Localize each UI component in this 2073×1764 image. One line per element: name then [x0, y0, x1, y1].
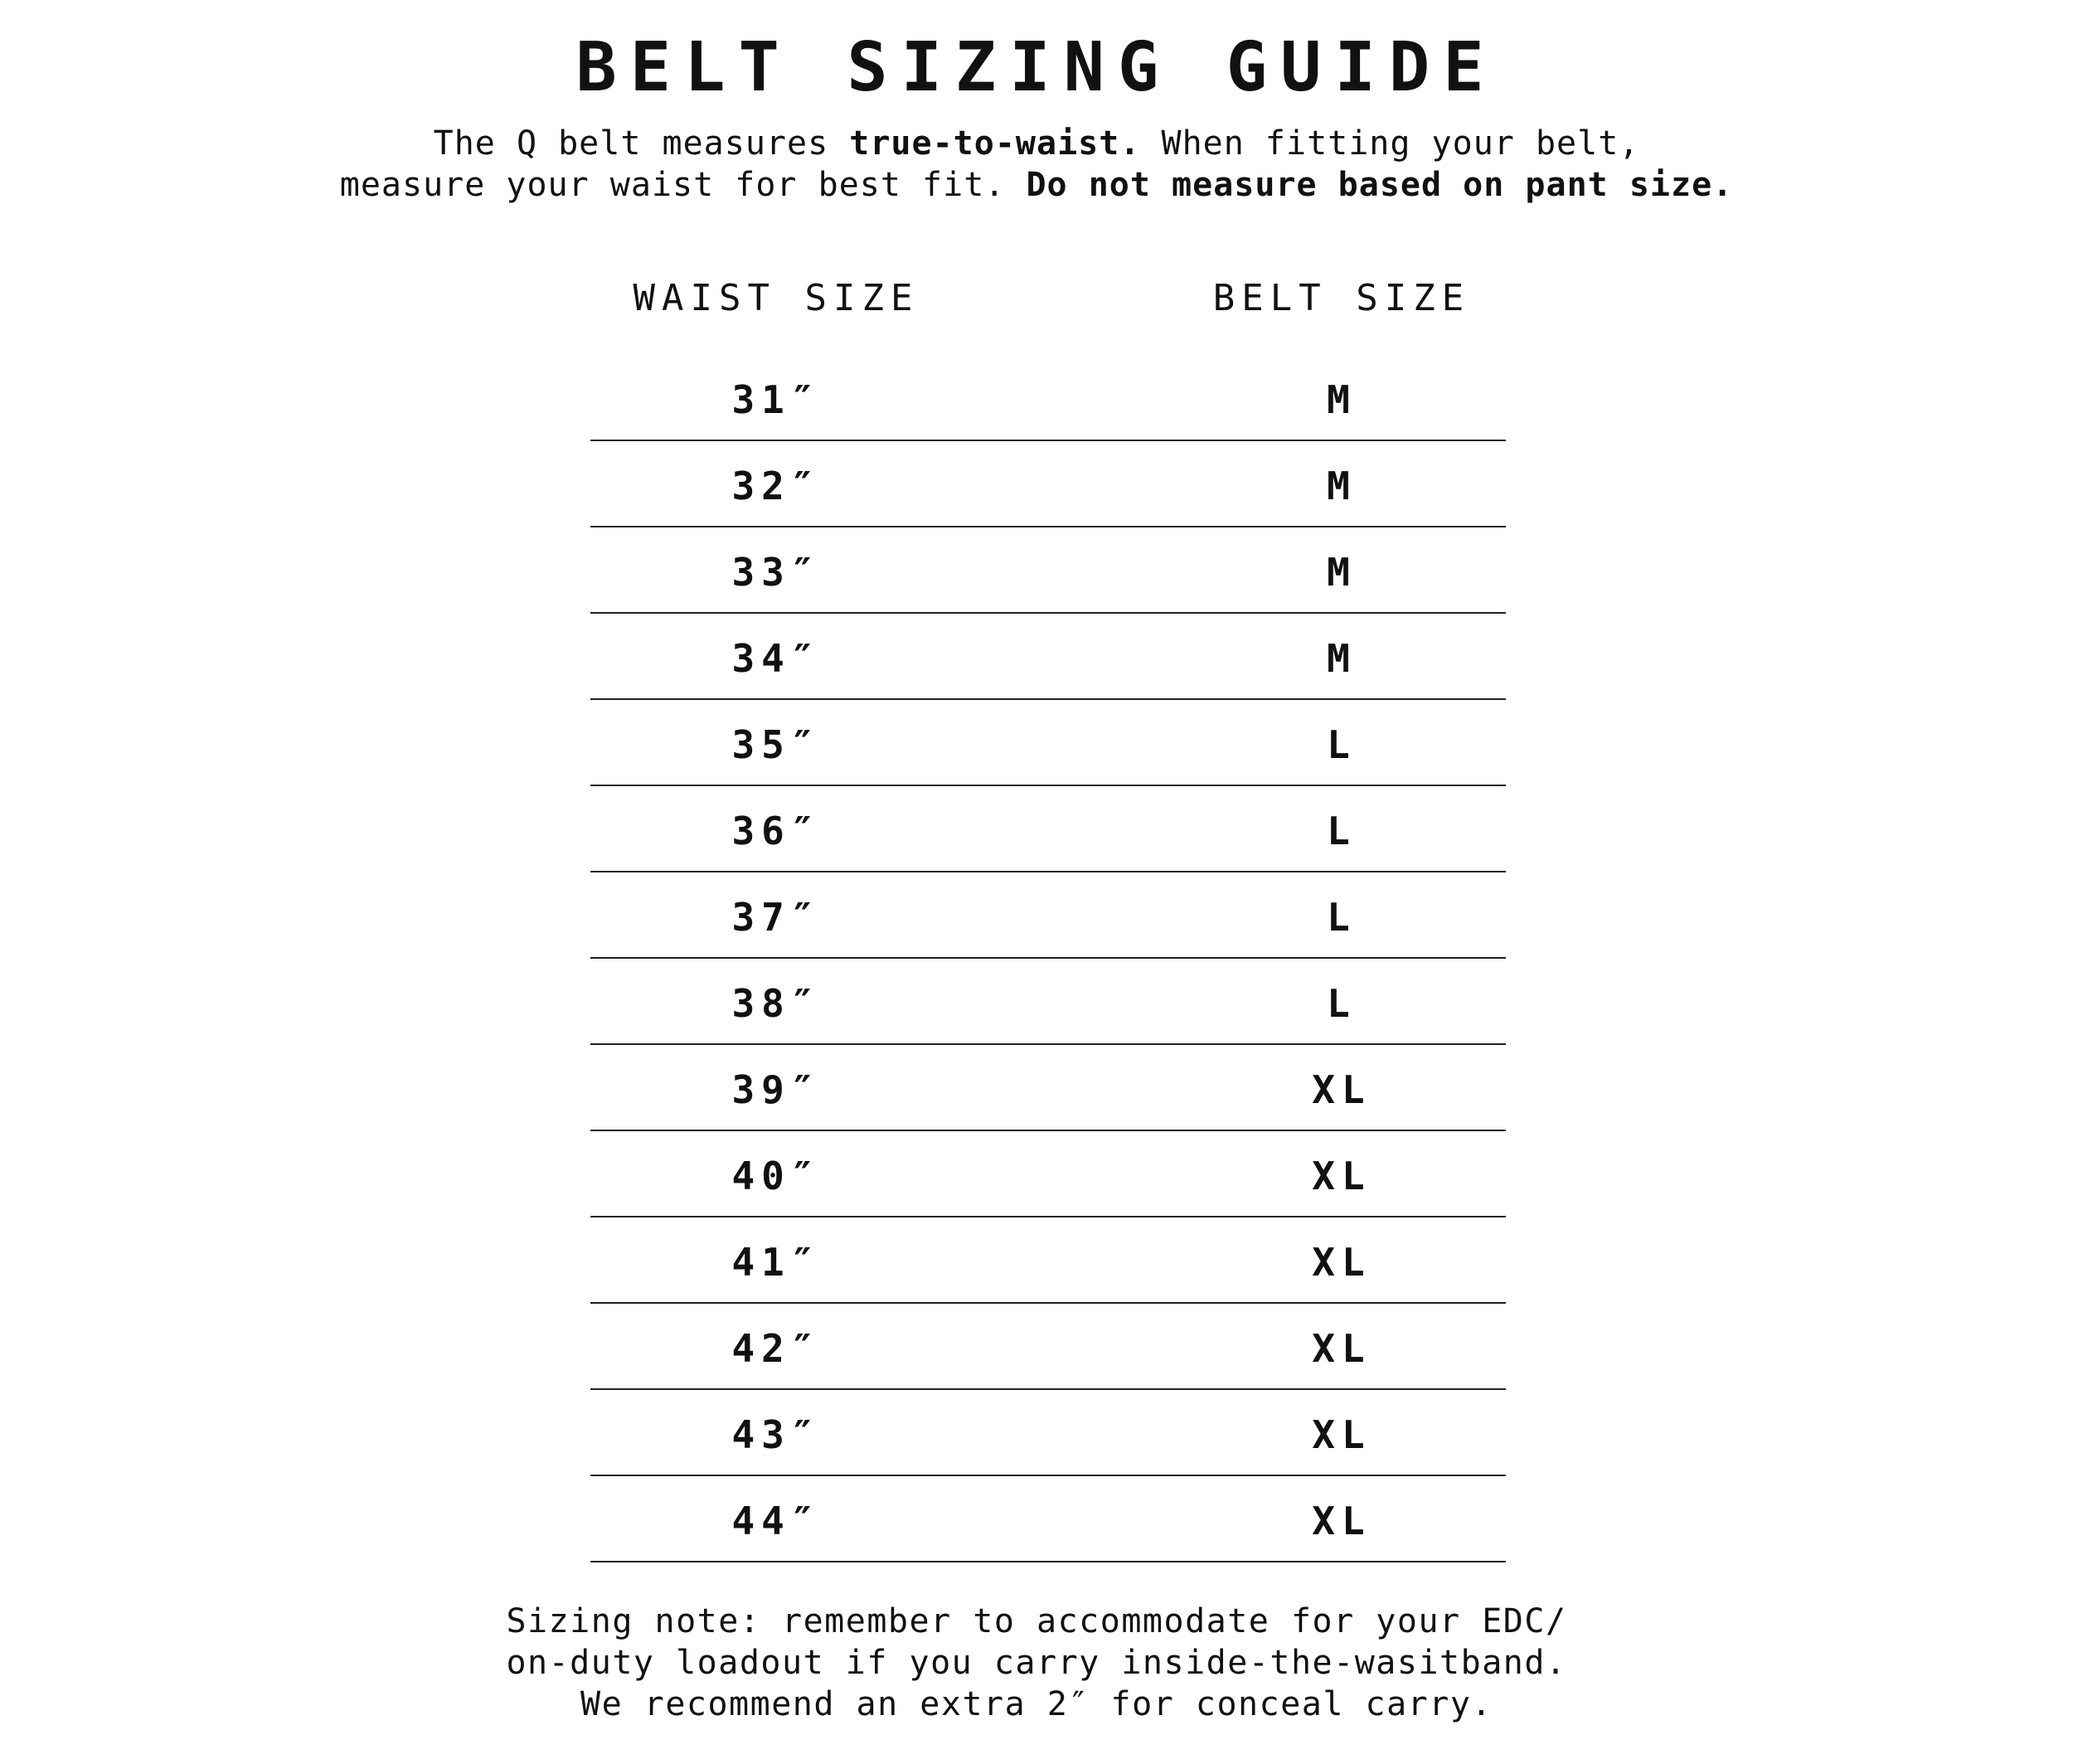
sizing-note-line-1: Sizing note: remember to accommodate for your EDC/: [506, 1602, 1567, 1640]
table-row: [590, 959, 1506, 1045]
waist-size-cell: 33″: [731, 550, 821, 595]
waist-size-cell: 43″: [731, 1412, 821, 1457]
belt-size-cell: M: [1327, 464, 1357, 508]
belt-size-cell: XL: [1312, 1240, 1371, 1285]
table-row: [590, 1045, 1506, 1131]
sizing-note: [0, 1601, 2073, 1725]
belt-size-cell: M: [1327, 636, 1357, 681]
intro-line-1: [0, 123, 2073, 164]
belt-size-cell: M: [1327, 550, 1357, 595]
belt-size-cell: L: [1327, 722, 1357, 767]
intro-text: The Q belt measures: [433, 124, 850, 163]
intro-warning: Do not measure based on pant size.: [1026, 166, 1734, 204]
belt-size-cell: XL: [1312, 1067, 1371, 1112]
belt-size-header: BELT SIZE: [1212, 277, 1471, 319]
waist-size-cell: 38″: [731, 981, 821, 1026]
table-row: [590, 441, 1506, 527]
intro-emphasis: true-to-waist.: [849, 124, 1141, 163]
size-table: [590, 355, 1506, 1562]
table-row: [590, 786, 1506, 872]
waist-size-cell: 39″: [731, 1067, 821, 1112]
belt-size-cell: M: [1327, 377, 1357, 422]
page-title: BELT SIZING GUIDE: [575, 28, 1498, 107]
waist-size-cell: 41″: [731, 1240, 821, 1285]
table-row: [590, 700, 1506, 786]
belt-size-cell: XL: [1312, 1499, 1371, 1543]
waist-size-cell: 40″: [731, 1154, 821, 1198]
table-row: [590, 614, 1506, 700]
waist-size-cell: 35″: [731, 722, 821, 767]
belt-size-cell: L: [1327, 809, 1357, 853]
belt-size-cell: L: [1327, 895, 1357, 940]
belt-size-cell: L: [1327, 981, 1357, 1026]
waist-size-cell: 44″: [731, 1499, 821, 1543]
waist-size-cell: 42″: [731, 1326, 821, 1371]
waist-size-cell: 37″: [731, 895, 821, 940]
table-row: [590, 1131, 1506, 1217]
belt-size-cell: XL: [1312, 1326, 1371, 1371]
intro-line-2: [0, 164, 2073, 206]
table-row: [590, 1217, 1506, 1304]
belt-size-cell: XL: [1312, 1412, 1371, 1457]
table-header: [590, 274, 1506, 323]
belt-size-cell: XL: [1312, 1154, 1371, 1198]
intro-text: When fitting your belt,: [1140, 124, 1640, 163]
table-row: [590, 1304, 1506, 1390]
table-row: [590, 527, 1506, 614]
table-row: [590, 355, 1506, 441]
intro-text: measure your waist for best fit.: [339, 166, 1027, 204]
sizing-note-line-2: on-duty loadout if you carry inside-the-wasitband.: [506, 1644, 1567, 1682]
table-row: [590, 872, 1506, 959]
table-row: [590, 1476, 1506, 1562]
sizing-note-line-3: We recommend an extra 2″ for conceal carry.: [580, 1685, 1493, 1723]
waist-size-cell: 31″: [731, 377, 821, 422]
waist-size-cell: 32″: [731, 464, 821, 508]
table-row: [590, 1390, 1506, 1476]
waist-size-cell: 36″: [731, 809, 821, 853]
waist-size-cell: 34″: [731, 636, 821, 681]
waist-size-header: WAIST SIZE: [633, 277, 920, 319]
intro-paragraph: [0, 123, 2073, 206]
